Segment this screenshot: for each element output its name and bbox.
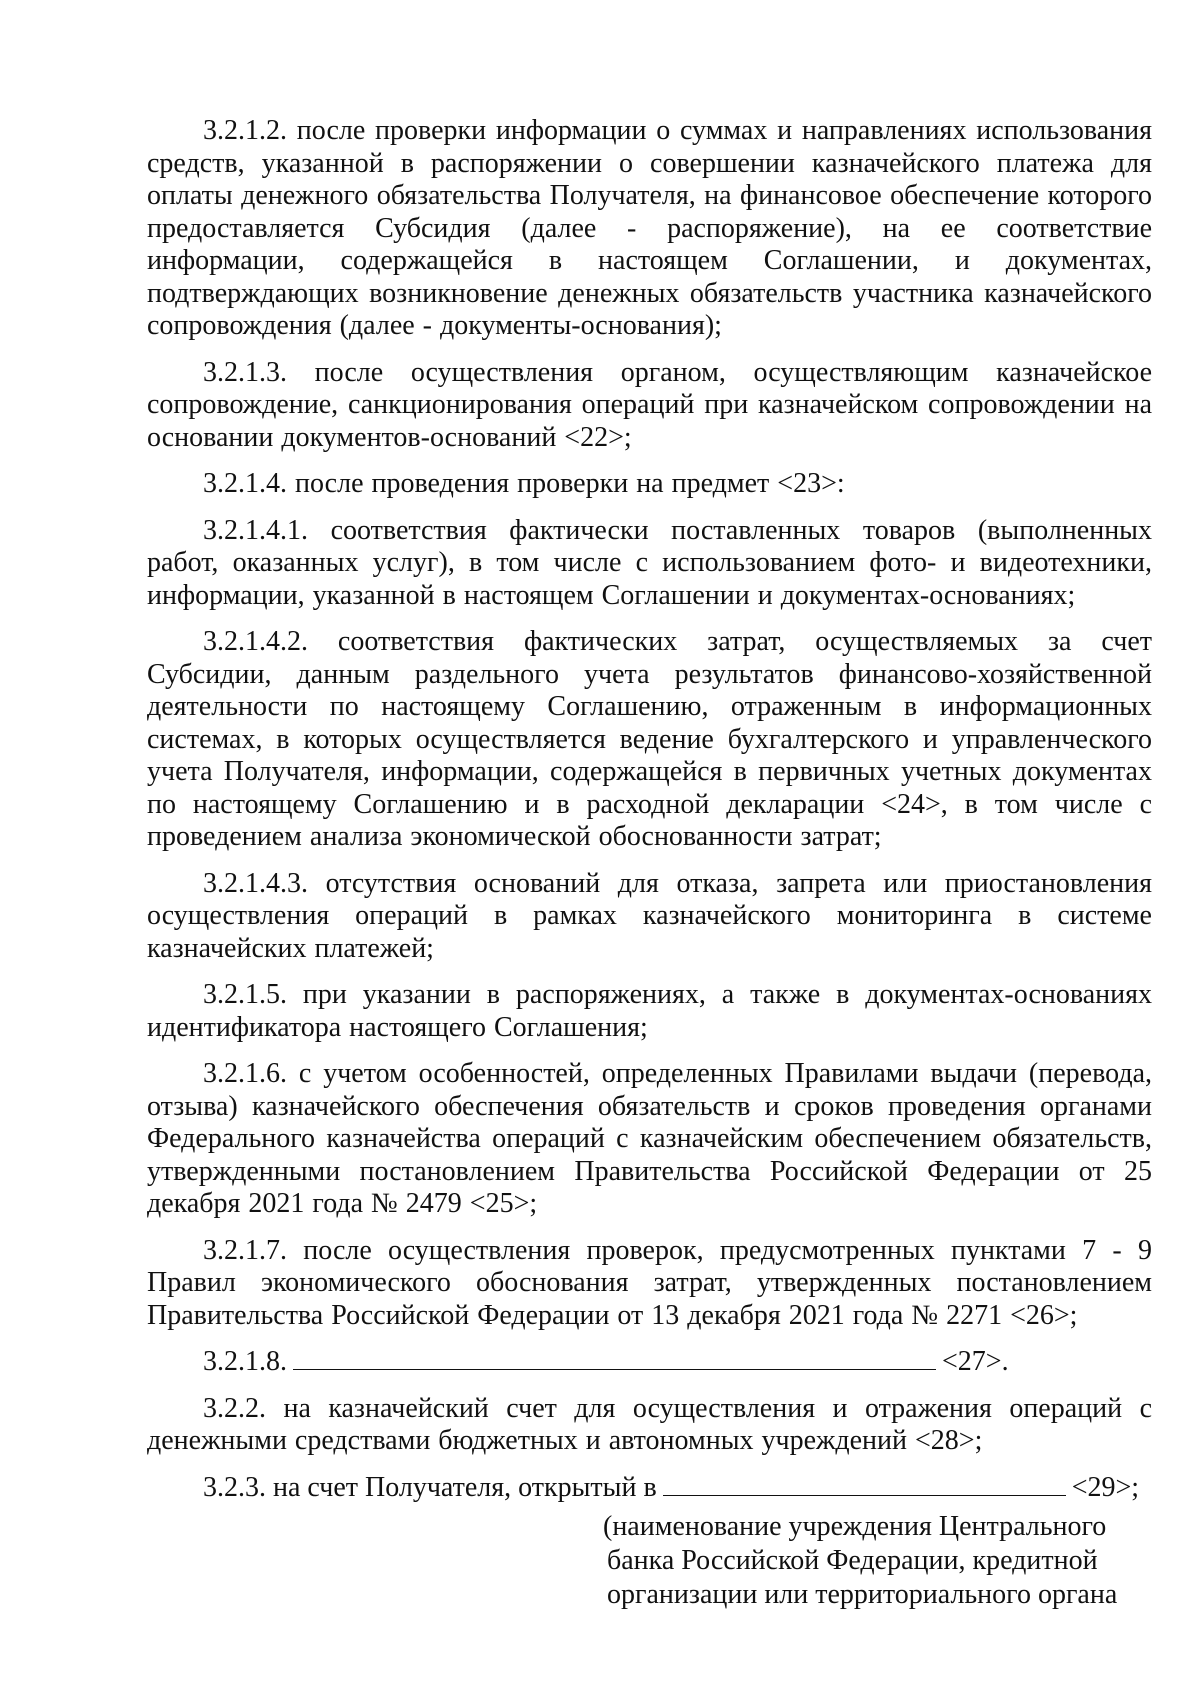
clause-3-2-1-7: 3.2.1.7. после осуществления проверок, предусмотренных пунктами 7 - 9 Правил экономического обоснования затрат, утвержденных постановлением Правительства Российской Федерации от 13 декабря 2021 года № 2271 <26>; bbox=[147, 1234, 1152, 1331]
clause-3-2-1-8 bbox=[147, 1346, 1152, 1379]
document-body bbox=[147, 115, 1152, 1612]
clause-3-2-1-2: 3.2.1.2. после проверки информации о суммах и направлениях использования средств, указанной в распоряжении о совершении казначейского платежа для оплаты денежного обязательства Получателя, на финансовое обеспечение которого предоставляется Субсидия (далее - распоряжение), на ее соответствие информации, содержащейся в настоящем Соглашении, и документах, подтверждающих возникновение денежных обязательств участника казначейского сопровождения (далее - документы-основания); bbox=[147, 115, 1152, 341]
fill-in-blank-line bbox=[663, 1494, 1066, 1496]
blank-caption bbox=[603, 1510, 1143, 1612]
clause-3-2-1-4-3: 3.2.1.4.3. отсутствия оснований для отказа, запрета или приостановления осуществления операций в рамках казначейского мониторинга в системе казначейских платежей; bbox=[147, 867, 1152, 964]
caption-line-1: (наименование учреждения Центрального bbox=[603, 1511, 1107, 1542]
clause-3-2-1-5: 3.2.1.5. при указании в распоряжениях, а также в документах-основаниях идентификатора настоящего Соглашения; bbox=[147, 979, 1152, 1043]
clause-3-2-1-8-number: 3.2.1.8. bbox=[203, 1346, 287, 1377]
clause-3-2-3-text: 3.2.3. на счет Получателя, открытый в bbox=[203, 1471, 657, 1503]
clause-3-2-3 bbox=[147, 1472, 1152, 1505]
caption-line-3: организации или территориального органа bbox=[607, 1579, 1118, 1610]
footnote-ref-27: <27>. bbox=[942, 1346, 1009, 1377]
footnote-ref-29: <29>; bbox=[1071, 1471, 1140, 1503]
caption-line-2: банка Российской Федерации, кредитной bbox=[607, 1545, 1098, 1576]
fill-in-blank-line bbox=[293, 1368, 936, 1370]
clause-3-2-1-3: 3.2.1.3. после осуществления органом, осуществляющим казначейское сопровождение, санкционирования операций при казначейском сопровождении на основании документов-оснований <22>; bbox=[147, 356, 1152, 453]
clause-3-2-2: 3.2.2. на казначейский счет для осуществления и отражения операций с денежными средствами бюджетных и автономных учреждений <28>; bbox=[147, 1392, 1152, 1456]
clause-3-2-1-4-1: 3.2.1.4.1. соответствия фактически поставленных товаров (выполненных работ, оказанных услуг), в том числе с использованием фото- и видеотехники, информации, указанной в настоящем Соглашении и документах-основаниях; bbox=[147, 514, 1152, 611]
clause-3-2-1-4-2: 3.2.1.4.2. соответствия фактических затрат, осуществляемых за счет Субсидии, данным раздельного учета результатов финансово-хозяйственной деятельности по настоящему Соглашению, отраженным в информационных системах, в которых осуществляется ведение бухгалтерского и управленческого учета Получателя, информации, содержащейся в первичных учетных документах по настоящему Соглашению и в расходной декларации <24>, в том числе с проведением анализа экономической обоснованности затрат; bbox=[147, 626, 1152, 852]
clause-3-2-1-4: 3.2.1.4. после проведения проверки на предмет <23>: bbox=[203, 468, 845, 499]
clause-3-2-1-6: 3.2.1.6. с учетом особенностей, определенных Правилами выдачи (перевода, отзыва) казначейского обеспечения обязательств и сроков проведения органами Федерального казначейства операций с казначейским обеспечением обязательств, утвержденными постановлением Правительства Российской Федерации от 25 декабря 2021 года № 2479 <25>; bbox=[147, 1058, 1152, 1219]
